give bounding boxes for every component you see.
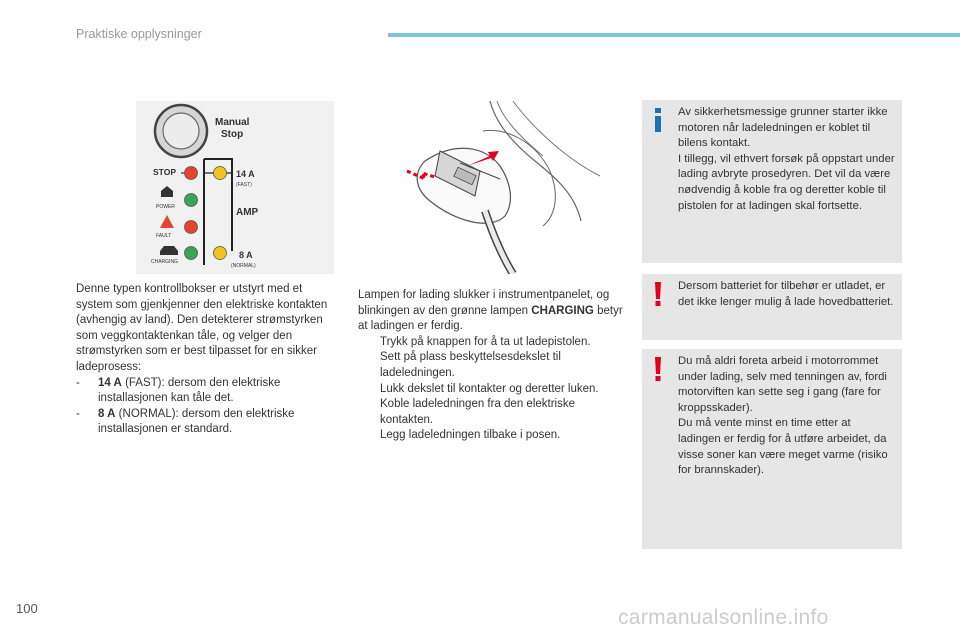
home-icon <box>161 186 173 197</box>
warning-note-engine-text: Du må aldri foreta arbeid i motorrommet under lading, selv med tenningen av, fordi motorviften kan sette seg i gang (fare for kroppsskader). Du må vente minst en time etter at ladingen er ferdig for å utføre arbeidet, da visse soner kan være meget varme (risiko for brannskader). <box>678 355 888 477</box>
info-note <box>642 100 902 263</box>
end-of-charge-paragraph: Lampen for lading slukker i instrumentpanelet, og blinkingen av den grønne lampen CHARGING betyr at ladingen er ferdig. <box>358 289 623 333</box>
list-item: Lukk dekslet til kontakter og deretter luken. <box>380 382 599 395</box>
list-item-normal: - 8 A (NORMAL): dersom den elektriske installasjonen er standard. <box>76 407 295 436</box>
warning-icon <box>651 282 665 306</box>
stop-word-label: Stop <box>221 129 244 140</box>
amp-label: AMP <box>236 207 259 218</box>
list-item: Sett på plass beskyttelsesdekslet til ladeledningen. <box>380 351 561 379</box>
fast-label: (FAST) <box>236 182 252 188</box>
warning-note-battery <box>642 274 902 340</box>
warning-note-battery-text: Dersom batteriet for tilbehør er utladet, er det ikke lenger mulig å lade hovedbatteriet. <box>678 280 894 308</box>
amp-8-label: 8 A <box>239 250 253 260</box>
section-title: Praktiske opplysninger <box>76 27 202 41</box>
control-box-description <box>76 282 331 438</box>
info-icon <box>651 108 665 132</box>
car-icon <box>160 246 178 255</box>
list-item-fast: - 14 A (FAST): dersom den elektriske installasjonen kan tåle det. <box>76 376 281 405</box>
header-accent-bar <box>388 33 960 37</box>
info-note-text: Av sikkerhetsmessige grunner starter ikke motoren når ladeledningen er koblet til bilens kontakt. I tillegg, vil ethvert forsøk på oppstart under lading avbryte prosedyren. Det vil da være nødvendig å koble fra og deretter koble til pistolen for at ladingen skal fortsette. <box>678 106 895 212</box>
power-led <box>185 194 198 207</box>
list-item: Trykk på knappen for å ta ut ladepistolen. <box>380 335 591 348</box>
fast-led <box>214 167 227 180</box>
stop-led <box>185 167 198 180</box>
intro-paragraph: Denne typen kontrollbokser er utstyrt med et system som gjenkjenner den elektriske kontakten (avhengig av land). Den detekterer strømstyrken som veggkontaktenkan tåle, og velger den strømstyrken som er best tilpasset for en sikker ladeprosess: <box>76 283 328 373</box>
list-item: Legg ladeledningen tilbake i posen. <box>380 429 561 442</box>
power-label: POWER <box>156 204 175 210</box>
charging-gun-illustration <box>385 101 610 274</box>
page-number: 100 <box>16 601 38 616</box>
fault-led <box>185 221 198 234</box>
stop-label: STOP <box>153 167 176 177</box>
warning-note-engine <box>642 349 902 549</box>
list-item: Koble ladeledningen fra den elektriske kontakten. <box>380 398 575 426</box>
amp-14-label: 14 A <box>236 169 255 179</box>
normal-led <box>214 247 227 260</box>
normal-label: (NORMAL) <box>231 263 256 269</box>
charging-led <box>185 247 198 260</box>
watermark: carmanualsonline.info <box>618 606 829 629</box>
charging-label: CHARGING <box>151 259 178 265</box>
fault-icon <box>160 215 174 228</box>
fault-label: FAULT <box>156 233 172 239</box>
end-of-charge-instructions <box>358 288 623 444</box>
warning-icon <box>651 357 665 381</box>
manual-label: Manual <box>215 117 250 128</box>
control-box-illustration <box>136 101 334 274</box>
